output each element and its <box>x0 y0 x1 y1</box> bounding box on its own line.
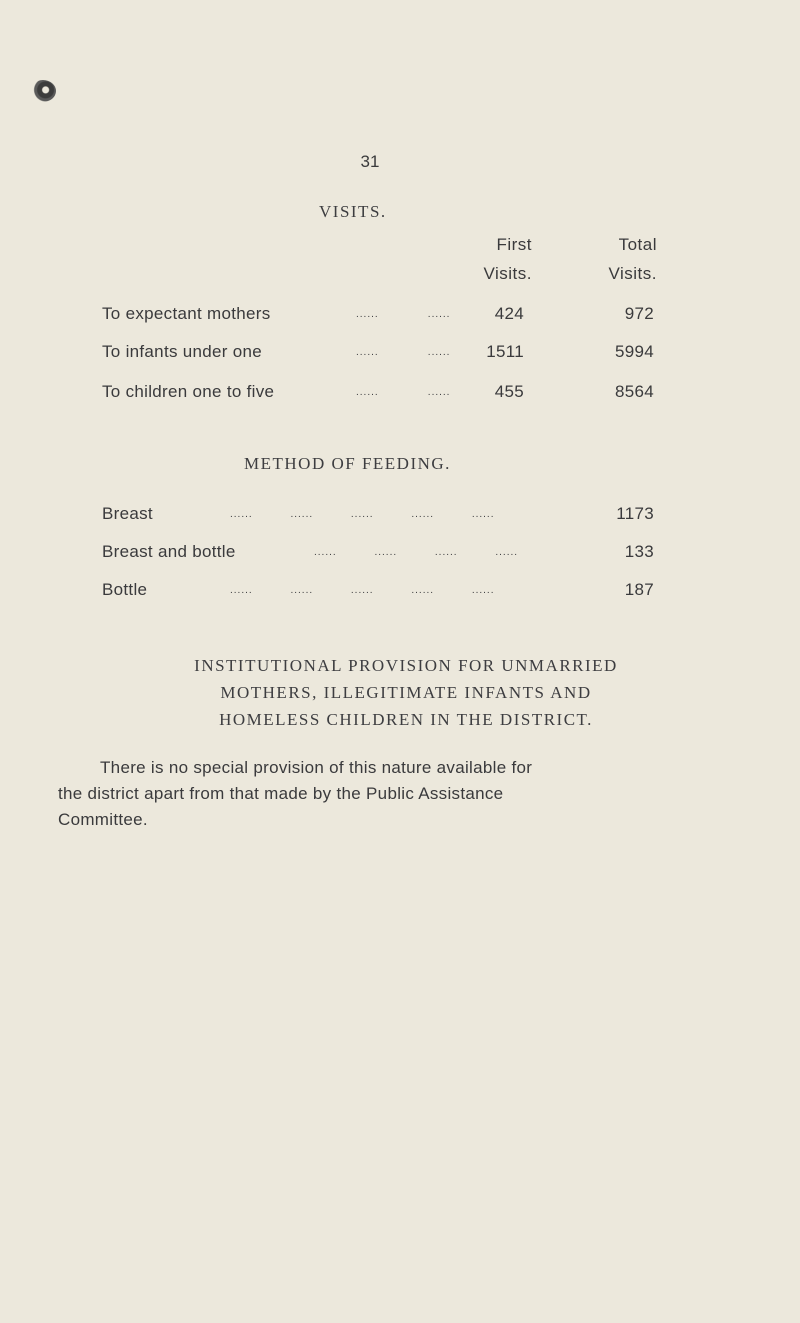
institutional-provision-paragraph: There is no special provision of this nature available for the district apart from that made by the Public Assistance Committee. <box>58 758 533 829</box>
visits-heading: VISITS. <box>319 202 387 221</box>
total-visits-value: 8564 <box>614 382 654 401</box>
row-label: To expectant mothers <box>102 304 271 323</box>
leader-dots: ...... ...... ...... ...... ...... <box>230 585 495 596</box>
row-label: Bottle <box>102 580 148 599</box>
leader-dots: ...... ...... ...... ...... ...... <box>230 509 495 520</box>
row-label: Breast and bottle <box>102 542 236 561</box>
total-visits-value: 972 <box>624 304 654 323</box>
first-visits-value: 1511 <box>486 342 524 361</box>
leader-dots: ...... ...... <box>356 387 451 398</box>
leader-dots: ...... ...... <box>356 347 451 358</box>
row-label: To children one to five <box>102 382 275 401</box>
row-label: Breast <box>102 504 153 523</box>
punch-hole-mark <box>30 80 56 102</box>
total-visits-column-header: Total Visits. <box>608 235 657 283</box>
feeding-value: 133 <box>624 542 654 561</box>
feeding-value: 1173 <box>616 504 654 523</box>
first-visits-column-header: First Visits. <box>483 235 532 283</box>
feeding-value: 187 <box>624 580 654 599</box>
first-visits-value: 424 <box>494 304 524 323</box>
page-number: 31 <box>360 152 380 171</box>
first-visits-value: 455 <box>494 382 524 401</box>
leader-dots: ...... ...... ...... ...... <box>314 547 519 558</box>
total-visits-value: 5994 <box>614 342 654 361</box>
feeding-heading: METHOD OF FEEDING. <box>244 454 451 473</box>
row-label: To infants under one <box>102 342 263 361</box>
institutional-provision-heading: INSTITUTIONAL PROVISION FOR UNMARRIED MOTHERS, ILLEGITIMATE INFANTS AND HOMELESS CHILDREN IN THE DISTRICT. <box>194 656 618 729</box>
leader-dots: ...... ...... <box>356 309 451 320</box>
